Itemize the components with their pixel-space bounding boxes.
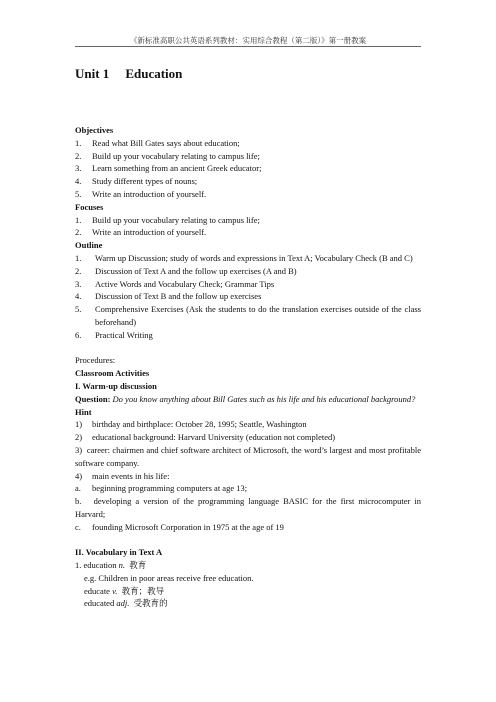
item-text: Build up your vocabulary relating to campus life;	[92, 150, 260, 161]
item-number: 3)	[75, 444, 83, 455]
form-meaning: 教育；教导	[121, 585, 165, 596]
procedures-heading: Procedures:	[75, 355, 116, 366]
item-text: Study different types of nouns;	[92, 176, 198, 187]
outline-item	[75, 252, 421, 265]
question-label: Question:	[75, 393, 111, 404]
vocab-form	[75, 597, 421, 610]
item-number: b.	[75, 496, 82, 507]
warmup-question	[75, 393, 421, 406]
item-number: 1)	[75, 419, 83, 430]
objective-item	[75, 175, 421, 188]
item-text: Discussion of Text A and the follow up exercises (A and B)	[95, 265, 297, 276]
item-number: 1.	[75, 214, 82, 225]
outline-heading: Outline	[75, 240, 103, 251]
item-number: 2)	[75, 432, 83, 443]
objectives-heading: Objectives	[75, 125, 114, 135]
entry-word: education	[83, 560, 117, 571]
item-text: Build up your vocabulary relating to campus life;	[92, 214, 260, 225]
item-text: educational background: Harvard University (education not completed)	[92, 432, 336, 443]
item-text: Comprehensive Exercises (Ask the students to do the translation exercises outside of the class beforehand)	[95, 304, 421, 327]
item-number: 5.	[75, 304, 82, 315]
item-number: 4.	[75, 291, 82, 302]
page-header: 《新标准高职公共英语系列教材：实用综合教程（第二版）》第一册教案	[129, 36, 367, 45]
item-text: founding Microsoft Corporation in 1975 at the age of 19	[92, 521, 284, 532]
question-text: Do you know anything about Bill Gates such as his life and his educational background?	[112, 393, 416, 404]
entry-meaning: 教育	[129, 560, 147, 571]
unit-number: Unit 1	[75, 66, 110, 81]
outline-item	[75, 303, 421, 329]
item-text: Active Words and Vocabulary Check; Grammar Tips	[95, 278, 275, 289]
item-number: a.	[75, 483, 81, 494]
event-item	[75, 521, 421, 534]
unit-name: Education	[125, 66, 183, 81]
item-text: Warm up Discussion; study of words and expressions in Text A; Vocabulary Check (B and C)	[95, 252, 413, 263]
objective-item	[75, 150, 421, 163]
outline-item	[75, 329, 421, 342]
item-number: 1.	[75, 252, 82, 263]
form-pos: adj.	[116, 598, 130, 609]
entry-number: 1.	[75, 560, 82, 571]
focus-item	[75, 226, 421, 239]
item-number: 5.	[75, 188, 82, 199]
item-text: Write an introduction of yourself.	[92, 227, 207, 238]
item-text: main events in his life:	[92, 470, 170, 481]
vocab-example: e.g. Children in poor areas receive free education.	[84, 572, 254, 583]
item-text: Write an introduction of yourself.	[92, 188, 207, 199]
objective-item	[75, 137, 421, 150]
item-text: Read what Bill Gates says about education;	[92, 137, 240, 148]
item-text: Learn something from an ancient Greek educator;	[92, 163, 262, 174]
classroom-activities-heading: Classroom Activities	[75, 368, 150, 379]
form-pos: v.	[112, 585, 118, 596]
item-text: Practical Writing	[95, 329, 153, 340]
item-number: 3.	[75, 278, 82, 289]
item-number: 6.	[75, 329, 82, 340]
hint-item	[75, 470, 421, 483]
item-text: career: chairmen and chief software architect of Microsoft, the word’s largest and most profitable software company.	[75, 444, 422, 468]
warmup-heading: I. Warm-up discussion	[75, 380, 157, 391]
event-item	[75, 482, 421, 495]
hint-heading: Hint	[75, 406, 92, 417]
outline-item	[75, 265, 421, 278]
item-number: 2.	[75, 227, 82, 238]
vocab-form	[75, 585, 421, 598]
hint-item	[75, 431, 421, 444]
item-number: 4.	[75, 176, 82, 187]
hint-item	[75, 418, 421, 431]
lesson-plan-body	[75, 124, 421, 610]
form-meaning: 受教育的	[133, 598, 168, 609]
focus-item	[75, 214, 421, 227]
item-number: 4)	[75, 470, 83, 481]
header-rule	[75, 46, 421, 47]
item-text: Discussion of Text B and the follow up exercises	[95, 291, 262, 302]
form-word: educated	[84, 598, 115, 609]
item-number: c.	[75, 521, 81, 532]
form-word: educate	[84, 585, 110, 596]
objective-item	[75, 162, 421, 175]
item-number: 2.	[75, 150, 82, 161]
outline-item	[75, 290, 421, 303]
vocab-entry	[75, 559, 421, 572]
item-text: birthday and birthplace: October 28, 1995; Seattle, Washington	[92, 419, 307, 430]
outline-item	[75, 278, 421, 291]
item-number: 1.	[75, 137, 82, 148]
focuses-heading: Focuses	[75, 201, 104, 212]
event-item	[75, 495, 421, 521]
unit-title	[75, 66, 182, 82]
item-text: developing a version of the programming language BASIC for the first microcomputer in Harvard;	[75, 496, 421, 519]
entry-pos: n.	[118, 560, 126, 571]
objective-item	[75, 188, 421, 201]
item-number: 2.	[75, 265, 82, 276]
vocabulary-heading: II. Vocabulary in Text A	[75, 547, 163, 558]
hint-item	[75, 444, 421, 470]
item-text: beginning programming computers at age 13;	[92, 483, 248, 494]
item-number: 3.	[75, 163, 82, 174]
